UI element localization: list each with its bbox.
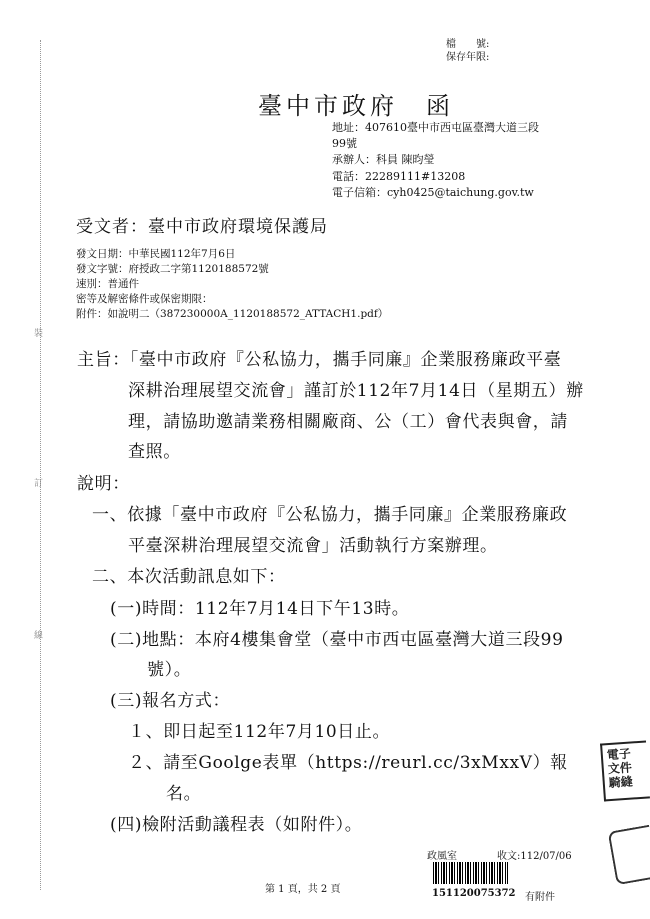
- body-line: 平臺深耕治理展望交流會」活動執行方案辦理。: [128, 536, 498, 556]
- address-block: [332, 120, 539, 201]
- page-number: 第 1 頁，共 2 頁: [265, 884, 341, 895]
- address-line: 99號: [332, 137, 357, 151]
- confidentiality: 密等及解密條件或保密期限：: [76, 293, 213, 305]
- contact-phone: 電話：22289111#13208: [332, 169, 466, 183]
- body-line: ２、請至Goolge表單（https://reurl.cc/3xMxxV）報: [128, 753, 568, 773]
- body-line: 二、本次活動訊息如下：: [92, 567, 286, 587]
- contact-email: 電子信箱：cyh0425@taichung.gov.tw: [332, 185, 534, 199]
- body-line: (二)地點：本府4樓集會堂（臺中市西屯區臺灣大道三段99: [110, 630, 564, 650]
- body-line: (三)報名方式：: [110, 691, 231, 711]
- recipient: 受文者：臺中市政府環境保護局: [76, 217, 328, 237]
- issue-date: 發文日期：中華民國112年7月6日: [76, 248, 236, 260]
- body-line: 一、依據「臺中市政府『公私協力，攜手同廉』企業服務廉政: [92, 505, 568, 525]
- received-date: 收文:112/07/06: [497, 851, 572, 862]
- subject-line: 查照。: [128, 442, 181, 462]
- document-title: 臺中市政府 函: [258, 92, 454, 120]
- issue-number: 發文字號：府授政二字第1120188572號: [76, 263, 269, 275]
- archive-number-label: 檔 號:: [446, 39, 490, 50]
- binding-line: [40, 40, 41, 890]
- body-line: 號）。: [147, 660, 192, 680]
- archive-retention-label: 保存年限:: [446, 52, 490, 63]
- subject-line: 理，請協助邀請業務相關廠商、公（工）會代表與會，請: [128, 412, 568, 432]
- subject-line: 主旨：「臺中市政府『公私協力，攜手同廉』企業服務廉政平臺: [77, 350, 562, 370]
- body-line: １、即日起至112年7月10日止。: [128, 722, 391, 742]
- contact-person: 承辦人：科員 陳昀瑩: [332, 153, 435, 167]
- barcode: [433, 862, 508, 884]
- explanation-heading: 說明：: [77, 474, 130, 494]
- meta-block: [76, 247, 388, 322]
- office-label: 政風室: [427, 851, 457, 862]
- binding-mark-bind: 裝: [34, 329, 44, 339]
- subject-line: 深耕治理展望交流會」謹訂於112年7月14日（星期五）辦: [128, 381, 584, 401]
- electronic-seal-stamp: [600, 740, 650, 801]
- binding-mark-order: 訂: [34, 479, 44, 489]
- archive-info: [446, 38, 489, 64]
- document-number: 151120075372: [432, 888, 516, 899]
- attachment: 附件：如說明二（387230000A_1120188572_ATTACH1.pdf）: [76, 308, 389, 320]
- priority: 速別：普通件: [76, 278, 139, 290]
- partial-seal-stamp: [608, 825, 650, 885]
- body-line: (一)時間：112年7月14日下午13時。: [110, 599, 410, 619]
- attachment-note: 有附件: [525, 892, 555, 903]
- binding-mark-line: 線: [34, 631, 44, 641]
- body-line: (四)檢附活動議程表（如附件）。: [110, 815, 363, 835]
- body-line: 名。: [166, 784, 202, 804]
- stamp-text: 電子 文件 騎縫: [606, 746, 634, 791]
- address-line: 地址：407610臺中市西屯區臺灣大道三段: [332, 121, 539, 134]
